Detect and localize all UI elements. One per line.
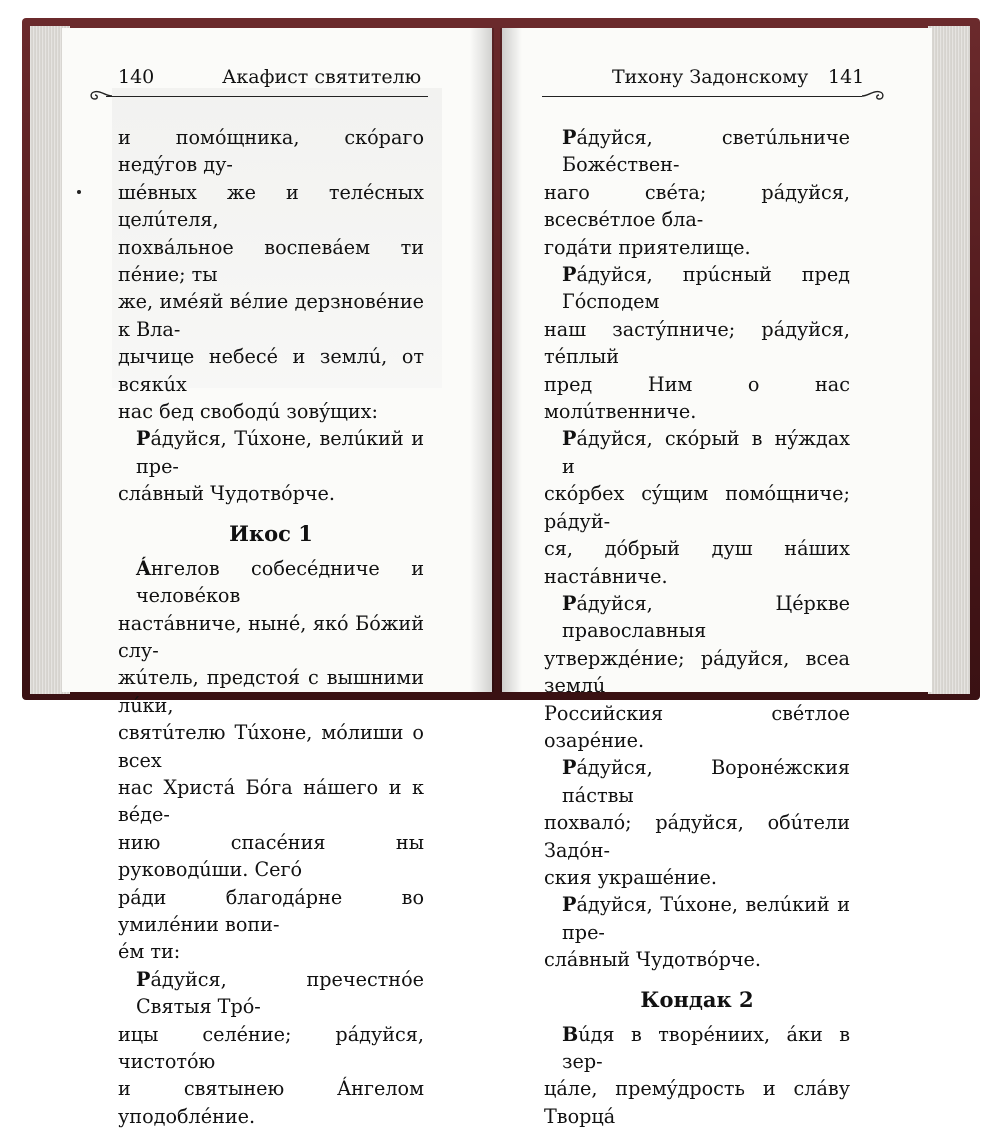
text-line: Áнгелов собесéдниче и человéков	[136, 556, 424, 608]
left-gutter-shadow	[470, 28, 494, 692]
right-page-text	[544, 124, 850, 1130]
text-line: дычице небесé и землú, от всякúх	[118, 345, 424, 396]
text-line: нас бед свободú зовýщих:	[118, 400, 378, 424]
right-running-title: Тихону Задонскому	[612, 66, 809, 88]
right-flourish-icon	[860, 88, 886, 102]
text-line: Вúдя в творéниих, áки в зер-	[562, 1022, 850, 1073]
text-line: нию спасéния ны руководúши. Сегó	[118, 830, 424, 882]
margin-dot	[77, 190, 81, 194]
text-line: éм ти:	[118, 940, 181, 964]
text-line: Рáдуйся, светúльниче Божéствен-	[562, 126, 850, 177]
text-line: Российския свéтлое озарéние.	[544, 701, 850, 752]
text-line: ицы селéние; рáдуйся, чистотóю	[118, 1022, 424, 1073]
left-flourish-icon	[88, 88, 114, 102]
text-line: и святынею Áнгелом уподоблéние.	[118, 1077, 424, 1128]
text-line: рáди благодáрне во умилéнии вопи-	[118, 885, 424, 936]
text-line: Рáдуйся, Тúхоне, велúкий и пре-	[136, 427, 424, 478]
text-line: и помóщника, скóраго недýгов ду-	[118, 126, 424, 177]
text-line: цáле, премýдрость и слáву Творцá	[544, 1077, 850, 1128]
right-gutter-shadow	[500, 28, 522, 692]
text-line: нас Христá Бóга нáшего и к вéде-	[118, 775, 424, 827]
text-line: похвáльное воспевáем ти пéние; ты	[118, 235, 424, 287]
text-line: ския украшéние.	[544, 865, 717, 889]
text-line: скóрбех сýщим помóщниче; рáдуй-	[544, 482, 850, 533]
text-line: шéвных же и телéсных целúтеля,	[118, 180, 424, 232]
text-line: Рáдуйся, пречестнóе Святыя Трó-	[136, 967, 424, 1019]
section-heading-ikos-1: Икос 1	[229, 520, 313, 546]
text-line: Рáдуйся, скóрый в нýждах и	[562, 427, 850, 478]
section-heading-kondak-2: Кондак 2	[640, 986, 754, 1012]
text-line: годáти приятелище.	[544, 235, 751, 259]
left-page-header	[62, 64, 492, 94]
text-line: жúтель, предстоя́ с вышними лúки,	[118, 666, 424, 717]
right-page-edges	[928, 26, 970, 694]
text-line: слáвный Чудотвóрче.	[544, 948, 762, 972]
right-page-number: 141	[828, 66, 865, 88]
text-line: Рáдуйся, Воронéжския пáствы	[562, 756, 850, 807]
text-line: Рáдуйся, Тúхоне, велúкий и пре-	[562, 893, 850, 944]
left-page	[62, 28, 492, 1128]
left-header-rule	[106, 96, 428, 97]
text-line: ся, дóбрый душ нáших настáвниче.	[544, 537, 850, 588]
text-line: же, имéяй вéлие дерзновéние к Вла-	[118, 290, 424, 341]
text-line: пред Ним о нас молúтвенниче.	[544, 372, 850, 424]
text-line: утверждéние; рáдуйся, всеа землú	[544, 646, 850, 698]
left-running-title: Акафист святителю	[222, 66, 422, 88]
left-page-number: 140	[118, 66, 155, 88]
text-line: Рáдуйся, Цéркве православныя	[562, 591, 850, 643]
text-line: наго свéта; рáдуйся, всесвéтлое бла-	[544, 180, 850, 232]
text-line: наш застýпниче; рáдуйся, тéплый	[544, 317, 850, 369]
text-line: слáвный Чудотвóрче.	[118, 482, 336, 506]
text-line: Рáдуйся, прúсный пред Гóсподем	[562, 263, 850, 314]
text-line: похвалó; рáдуйся, обúтели Задóн-	[544, 811, 850, 862]
text-line: святúтелю Тúхоне, мóлиши о всех	[118, 721, 424, 772]
text-line: настáвниче, нынé, якó Бóжий слу-	[118, 611, 424, 662]
right-page	[502, 28, 932, 1128]
right-header-rule	[542, 96, 862, 97]
left-page-text	[118, 124, 424, 1130]
